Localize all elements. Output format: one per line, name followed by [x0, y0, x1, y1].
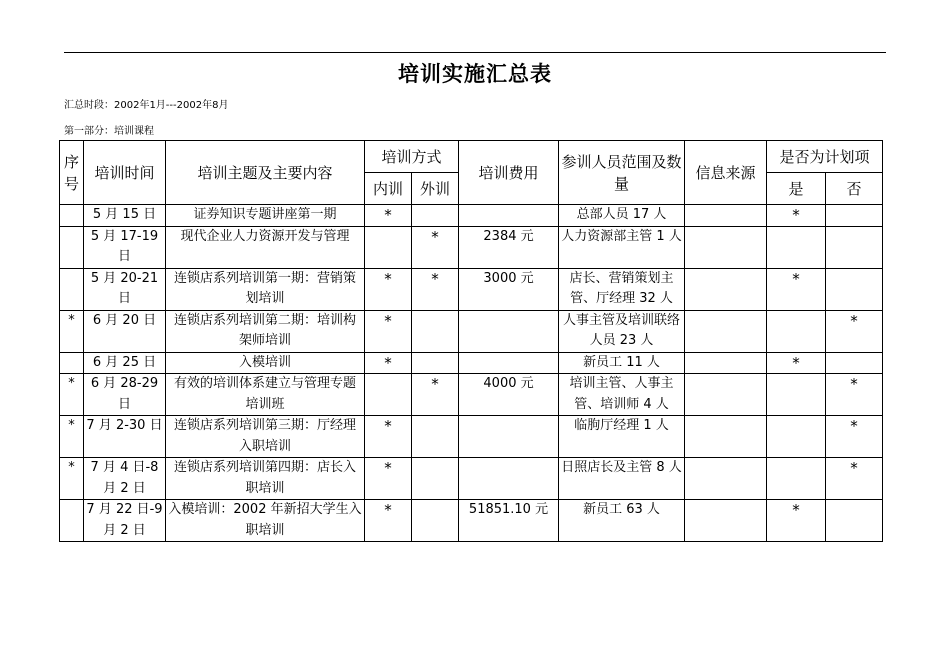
header-internal: 内训 — [365, 173, 412, 205]
cell-source — [685, 205, 767, 227]
cell-people: 新员工 63 人 — [559, 500, 685, 542]
cell-plan-yes — [767, 310, 826, 352]
cell-internal: * — [365, 310, 412, 352]
cell-internal — [365, 226, 412, 268]
header-method: 培训方式 — [365, 141, 459, 173]
header-people: 参训人员范围及数量 — [559, 141, 685, 205]
cell-source — [685, 310, 767, 352]
cell-topic: 连锁店系列培训第四期：店长入职培训 — [166, 458, 365, 500]
cell-people: 人事主管及培训联络人员 23 人 — [559, 310, 685, 352]
cell-cost: 4000 元 — [459, 374, 559, 416]
cell-topic: 入模培训：2002 年新招大学生入职培训 — [166, 500, 365, 542]
cell-time: 7 月 2-30 日 — [84, 416, 166, 458]
cell-internal — [365, 374, 412, 416]
cell-topic: 入模培训 — [166, 352, 365, 374]
cell-external — [412, 416, 459, 458]
cell-cost: 3000 元 — [459, 268, 559, 310]
cell-time: 7 月 22 日-9 月 2 日 — [84, 500, 166, 542]
training-summary-table — [59, 140, 883, 542]
cell-people: 总部人员 17 人 — [559, 205, 685, 227]
cell-people: 新员工 11 人 — [559, 352, 685, 374]
cell-plan-no: * — [826, 310, 883, 352]
cell-no — [60, 205, 84, 227]
header-no: 序号 — [60, 141, 84, 205]
header-no-col: 否 — [826, 173, 883, 205]
cell-people: 日照店长及主管 8 人 — [559, 458, 685, 500]
cell-external — [412, 310, 459, 352]
header-plan: 是否为计划项 — [767, 141, 883, 173]
table-row — [60, 268, 883, 310]
cell-topic: 证券知识专题讲座第一期 — [166, 205, 365, 227]
cell-time: 6 月 20 日 — [84, 310, 166, 352]
cell-external — [412, 458, 459, 500]
section-label: 第一部分：培训课程 — [64, 126, 154, 137]
top-rule — [64, 52, 886, 53]
cell-people: 人力资源部主管 1 人 — [559, 226, 685, 268]
cell-cost: 51851.10 元 — [459, 500, 559, 542]
cell-internal: * — [365, 500, 412, 542]
cell-plan-yes — [767, 416, 826, 458]
cell-topic: 连锁店系列培训第一期：营销策划培训 — [166, 268, 365, 310]
cell-plan-no — [826, 205, 883, 227]
cell-plan-yes: * — [767, 500, 826, 542]
cell-time: 5 月 20-21 日 — [84, 268, 166, 310]
cell-time: 5 月 17-19 日 — [84, 226, 166, 268]
cell-time: 6 月 25 日 — [84, 352, 166, 374]
cell-internal: * — [365, 352, 412, 374]
cell-cost: 2384 元 — [459, 226, 559, 268]
cell-people: 临朐厅经理 1 人 — [559, 416, 685, 458]
cell-plan-yes: * — [767, 205, 826, 227]
cell-people: 店长、营销策划主管、厅经理 32 人 — [559, 268, 685, 310]
cell-source — [685, 416, 767, 458]
cell-plan-yes — [767, 374, 826, 416]
cell-time: 7 月 4 日-8 月 2 日 — [84, 458, 166, 500]
table-row — [60, 352, 883, 374]
cell-people: 培训主管、人事主管、培训师 4 人 — [559, 374, 685, 416]
document-title: 培训实施汇总表 — [398, 62, 552, 86]
cell-plan-yes: * — [767, 268, 826, 310]
table-row — [60, 226, 883, 268]
cell-plan-yes — [767, 458, 826, 500]
cell-source — [685, 226, 767, 268]
cell-plan-no: * — [826, 458, 883, 500]
cell-cost — [459, 205, 559, 227]
cell-internal: * — [365, 416, 412, 458]
cell-plan-yes — [767, 226, 826, 268]
cell-external: * — [412, 226, 459, 268]
cell-time: 6 月 28-29 日 — [84, 374, 166, 416]
header-cost: 培训费用 — [459, 141, 559, 205]
cell-internal: * — [365, 205, 412, 227]
cell-internal: * — [365, 458, 412, 500]
header-topic: 培训主题及主要内容 — [166, 141, 365, 205]
header-source: 信息来源 — [685, 141, 767, 205]
cell-no — [60, 268, 84, 310]
table-row — [60, 374, 883, 416]
header-time: 培训时间 — [84, 141, 166, 205]
cell-plan-no — [826, 500, 883, 542]
cell-topic: 有效的培训体系建立与管理专题培训班 — [166, 374, 365, 416]
cell-plan-no — [826, 352, 883, 374]
cell-external — [412, 352, 459, 374]
cell-no: * — [60, 458, 84, 500]
cell-cost — [459, 458, 559, 500]
cell-internal: * — [365, 268, 412, 310]
header-external: 外训 — [412, 173, 459, 205]
cell-cost — [459, 416, 559, 458]
table-row — [60, 500, 883, 542]
cell-plan-yes: * — [767, 352, 826, 374]
cell-plan-no — [826, 268, 883, 310]
cell-time: 5 月 15 日 — [84, 205, 166, 227]
cell-cost — [459, 310, 559, 352]
summary-period: 汇总时段：2002年1月---2002年8月 — [64, 100, 229, 111]
table-row — [60, 458, 883, 500]
cell-source — [685, 352, 767, 374]
cell-plan-no: * — [826, 374, 883, 416]
cell-source — [685, 268, 767, 310]
cell-topic: 连锁店系列培训第三期：厅经理入职培训 — [166, 416, 365, 458]
cell-external: * — [412, 268, 459, 310]
cell-cost — [459, 352, 559, 374]
cell-no — [60, 500, 84, 542]
cell-plan-no: * — [826, 416, 883, 458]
cell-no: * — [60, 374, 84, 416]
table-row — [60, 416, 883, 458]
table-row — [60, 310, 883, 352]
cell-topic: 连锁店系列培训第二期：培训构架师培训 — [166, 310, 365, 352]
cell-source — [685, 374, 767, 416]
cell-external — [412, 205, 459, 227]
cell-external: * — [412, 374, 459, 416]
cell-topic: 现代企业人力资源开发与管理 — [166, 226, 365, 268]
cell-source — [685, 500, 767, 542]
cell-no — [60, 352, 84, 374]
header-yes: 是 — [767, 173, 826, 205]
cell-no: * — [60, 310, 84, 352]
cell-plan-no — [826, 226, 883, 268]
cell-source — [685, 458, 767, 500]
cell-external — [412, 500, 459, 542]
cell-no — [60, 226, 84, 268]
table-row — [60, 205, 883, 227]
cell-no: * — [60, 416, 84, 458]
